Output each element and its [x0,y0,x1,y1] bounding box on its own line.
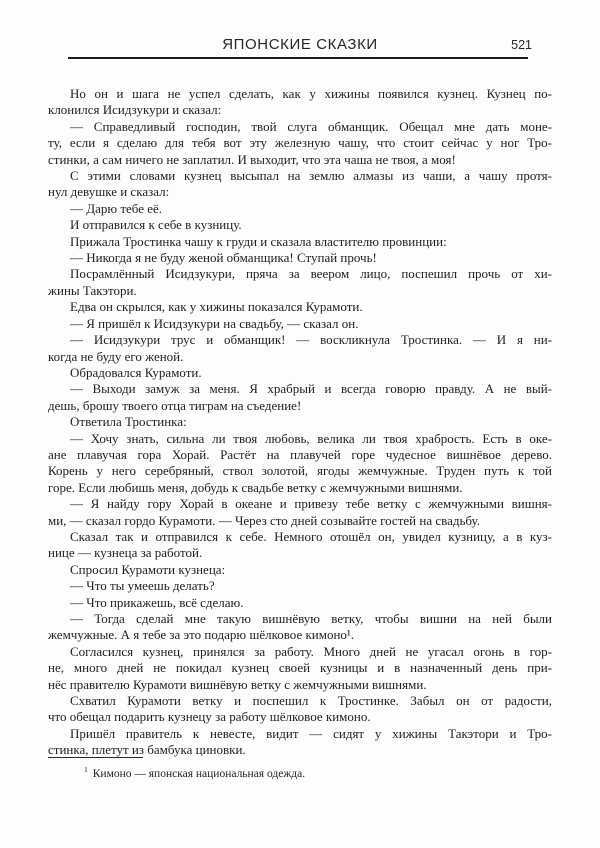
text-line: Обрадовался Курамоти. [70,364,202,380]
text-line: ане плавучая гора Хорай. Растёт на плавучей горе чудесное вишнёвое дерево. [48,446,552,462]
text-line: клонился Исидзукури и сказал: [48,102,222,118]
text-line: нице — кузнеца за работой. [48,545,203,561]
text-line: когда не буду его женой. [48,348,184,364]
running-head [48,36,552,56]
text-line: жины Такэтори. [48,282,137,298]
text-line: стинки, а сам ничего не заплатил. И выходит, что эта чаша не твоя, а моя! [48,151,456,167]
text-line: Посрамлённый Исидзукури, пряча за веером лицо, поспешил прочь от хи- [70,266,552,282]
footnote-separator [48,757,143,758]
text-line: — Что ты умеешь делать? [70,578,215,594]
text-line: — Справедливый господин, твой слуга обманщик. Обещал мне дать моне- [70,118,552,134]
text-line: не, много дней не покидал кузнец своей кузницы и в назначенный день при- [48,660,552,676]
text-line: Но он и шага не успел сделать, как у хижины появился кузнец. Кузнец по- [70,86,552,101]
text-line: И отправился к себе в кузницу. [70,217,242,233]
text-line: Спросил Курамоти кузнеца: [70,561,226,577]
text-line: что обещал подарить кузнецу за работу шёлковое кимоно. [48,709,371,725]
text-line: Прижала Тростинка чашу к груди и сказала властителю провинции: [70,233,447,249]
footnote-text: Кимоно — японская национальная одежда. [92,767,306,780]
text-line: Сказал так и отправился к себе. Немного отошёл он, увидел кузницу, а в куз- [70,528,552,544]
text-block [48,86,552,759]
text-line: — Я пришёл к Исидзукури на свадьбу, — сказал он. [70,315,359,331]
text-line: С этими словами кузнец высыпал на землю алмазы из чаши, а чашу протя- [70,168,552,184]
text-line: горе. Если любишь меня, добудь к свадьбе ветку с жемчужными вишнями. [48,479,463,495]
running-head-title: ЯПОНСКИЕ СКАЗКИ [222,36,378,53]
text-line: — Выходи замуж за меня. Я храбрый и всегда говорю правду. А не вый- [70,381,552,397]
text-line: — Тогда сделай мне такую вишнёвую ветку, чтобы вишни на ней были [70,611,552,626]
text-line: Пришёл правитель к невесте, видит — сидят у хижины Такэтори и Тро- [70,725,552,741]
text-line: дешь, брошу твоего отца тиграм на съедение! [48,397,302,413]
header-rule [68,57,528,59]
text-line: — Что прикажешь, всё сделаю. [70,594,244,610]
text-line: — Никогда я не буду женой обманщика! Ступай прочь! [70,250,377,266]
text-line: — Исидзукури трус и обманщик! — воскликнула Тростинка. — И я ни- [70,332,552,348]
text-line: стинка, плетут из бамбука циновки. [48,742,246,758]
text-line: — Дарю тебе её. [70,200,163,216]
text-line: Корень у него серебряный, ствол золотой, ягоды жемчужные. Труден путь к той [48,463,552,479]
text-line: жемчужные. А я тебе за это подарю шёлковое кимоно¹. [48,627,355,643]
page-number: 521 [511,38,532,52]
footnote-marker: 1 [84,765,88,774]
text-line: Схватил Курамоти ветку и поспешил к Тростинке. Забыл он от радости, [70,693,552,709]
text-line: Едва он скрылся, как у хижины показался Курамоти. [70,299,363,315]
text-line: Согласился кузнец, принялся за работу. Много дней не угасал огонь в гор- [70,643,552,659]
text-line: — Я найду гору Хорай в океане и привезу тебе ветку с жемчужными вишня- [70,496,552,512]
text-line: ми, — сказал гордо Курамоти. — Через сто дней созывайте гостей на свадьбу. [48,512,480,528]
text-line: нул девушке и сказал: [48,184,170,200]
footnote [48,763,552,781]
text-line: — Хочу знать, сильна ли твоя любовь, велика ли твоя храбрость. Есть в оке- [70,430,552,446]
text-line: нёс правителю Курамоти вишнёвую ветку с жемчужными вишнями. [48,676,427,692]
text-line: Ответила Тростинка: [70,414,187,430]
text-line: ту, если я сделаю для тебя вот эту железную чашу, что стоит сейчас у ног Тро- [48,135,552,151]
